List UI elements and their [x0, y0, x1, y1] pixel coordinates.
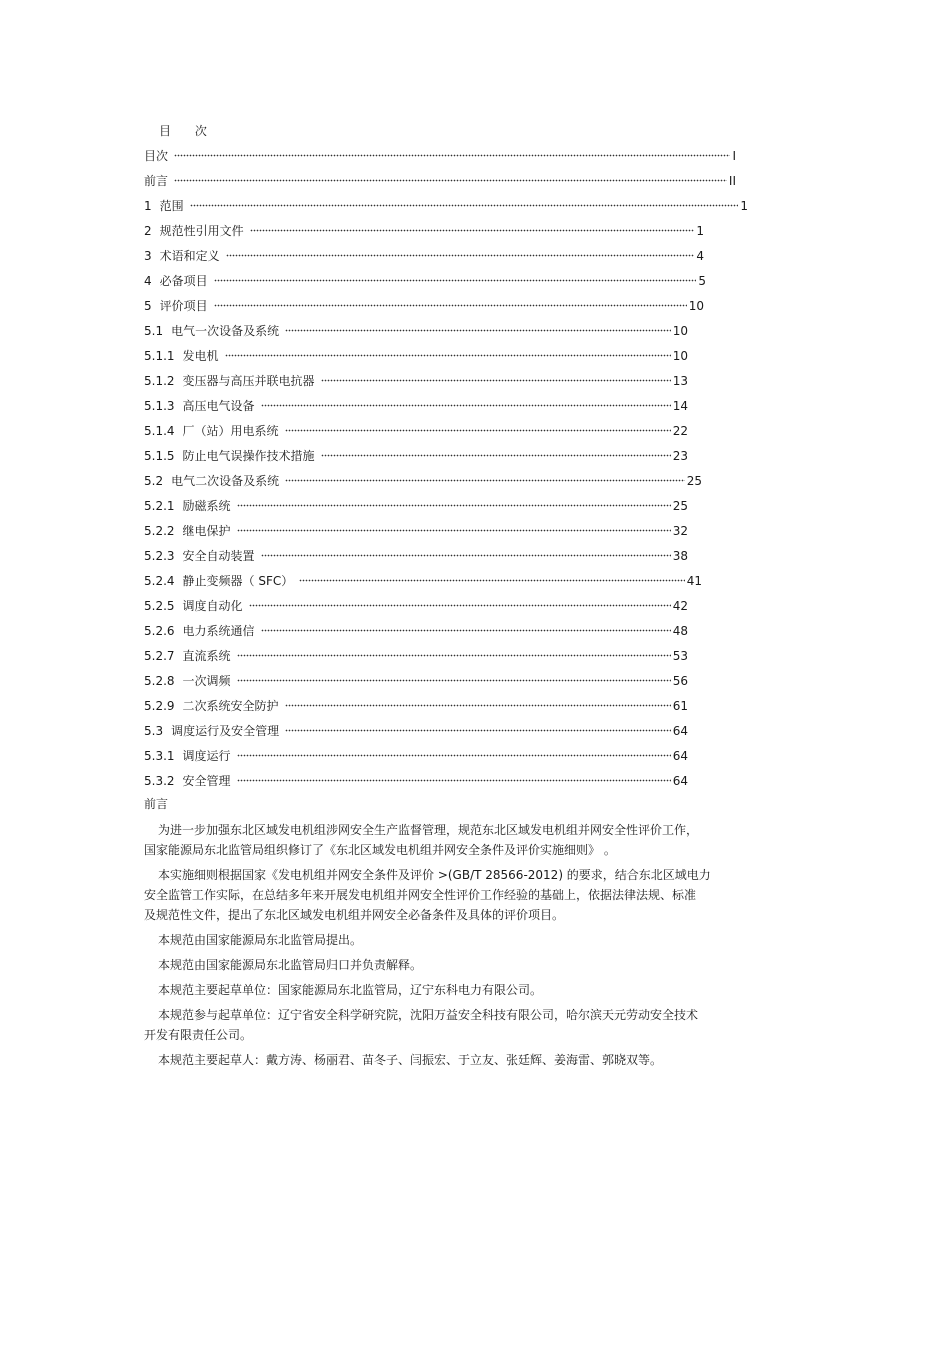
preface-paragraph	[144, 820, 804, 860]
toc-number: 5	[144, 299, 152, 313]
paragraph-line: 本规范参与起草单位：辽宁省安全科学研究院，沈阳万益安全科技有限公司，哈尔滨天元劳动安全技术	[158, 1008, 699, 1022]
toc-number: 5.2.7	[144, 649, 175, 663]
toc-page-number: 48	[672, 624, 688, 638]
preface-heading: 前言	[144, 797, 169, 811]
toc-number: 5.2.2	[144, 524, 175, 538]
toc-page-number: 22	[672, 424, 688, 438]
toc-number: 5.2.5	[144, 599, 175, 613]
toc-title: 一次调频	[182, 674, 231, 688]
toc-title: 静止变频器（ SFC）	[182, 574, 294, 588]
preface-paragraph	[144, 865, 804, 925]
toc-leader-dots	[237, 644, 671, 658]
toc-leader-dots	[214, 294, 687, 308]
toc-title: 安全管理	[182, 774, 231, 788]
toc-page-number: 25	[686, 474, 702, 488]
toc-number: 5.2.1	[144, 499, 175, 513]
toc-leader-dots	[261, 544, 671, 558]
toc-page-number: I	[732, 149, 736, 163]
toc-row[interactable]	[144, 771, 764, 796]
toc-number: 5.2.4	[144, 574, 175, 588]
toc-row[interactable]	[144, 621, 764, 646]
toc-number: 5.2.9	[144, 699, 175, 713]
toc-row[interactable]	[144, 696, 764, 721]
toc-leader-dots	[237, 494, 671, 508]
toc-page-number: 38	[672, 549, 688, 563]
toc-number: 1	[144, 199, 152, 213]
toc-page-number: 64	[672, 749, 688, 763]
toc-row[interactable]	[144, 421, 764, 446]
toc-leader-dots	[214, 269, 697, 283]
toc-number: 5.1.4	[144, 424, 175, 438]
toc-row[interactable]	[144, 571, 764, 596]
toc-leader-dots	[285, 419, 671, 433]
toc-number: 5.3.1	[144, 749, 175, 763]
toc-page-number: 1	[740, 199, 748, 213]
toc-page-number: 64	[672, 774, 688, 788]
toc-leader-dots	[190, 194, 739, 208]
toc-row[interactable]	[144, 271, 764, 296]
toc-page-number: 5	[698, 274, 706, 288]
toc-title: 厂（站）用电系统	[182, 424, 279, 438]
toc-leader-dots	[285, 469, 685, 483]
toc-title: 规范性引用文件	[159, 224, 244, 238]
toc-number: 5.1.5	[144, 449, 175, 463]
toc-page-number: 42	[672, 599, 688, 613]
paragraph-line: 本规范主要起草单位：国家能源局东北监管局，辽宁东科电力有限公司。	[158, 983, 543, 997]
toc-number: 5.1	[144, 324, 164, 338]
toc-row[interactable]	[144, 171, 764, 196]
paragraph-line: 安全监管工作实际，在总结多年来开展发电机组并网安全性评价工作经验的基础上，依据法律法规、标准	[144, 888, 697, 902]
toc-title: 直流系统	[182, 649, 231, 663]
toc-title: 目次	[144, 149, 169, 163]
toc-leader-dots	[174, 144, 730, 158]
toc-title: 电气一次设备及系统	[171, 324, 280, 338]
paragraph-line: 本实施细则根据国家《发电机组并网安全条件及评价 >(GB/T 28566-2012) 的要求，结合东北区域电力	[158, 868, 711, 882]
toc-number: 4	[144, 274, 152, 288]
paragraph-line: 国家能源局东北监管局组织修订了《东北区域发电机组并网安全条件及评价实施细则》 。	[144, 843, 616, 857]
toc-page-number: 56	[672, 674, 688, 688]
toc-row[interactable]	[144, 596, 764, 621]
toc-page-number: 23	[672, 449, 688, 463]
toc-page-number: 10	[672, 324, 688, 338]
toc-title: 电气二次设备及系统	[171, 474, 280, 488]
toc-leader-dots	[261, 394, 671, 408]
toc-leader-dots	[237, 669, 671, 683]
toc-page-number: II	[728, 174, 736, 188]
toc-row[interactable]	[144, 546, 764, 571]
toc-title: 范围	[159, 199, 184, 213]
toc-title: 安全自动装置	[182, 549, 255, 563]
toc-leader-dots	[285, 719, 671, 733]
toc-page-number: 53	[672, 649, 688, 663]
toc-page-number: 13	[672, 374, 688, 388]
toc-page-number: 10	[672, 349, 688, 363]
toc-title: 二次系统安全防护	[182, 699, 279, 713]
toc-row[interactable]	[144, 721, 764, 746]
toc-leader-dots	[299, 569, 684, 583]
toc-title: 前言	[144, 174, 169, 188]
toc-leader-dots	[225, 344, 671, 358]
toc-title: 调度运行	[182, 749, 231, 763]
toc-row[interactable]	[144, 446, 764, 471]
toc-row[interactable]	[144, 646, 764, 671]
toc-leader-dots	[174, 169, 727, 183]
toc-title: 必备项目	[159, 274, 208, 288]
paragraph-line: 本规范由国家能源局东北监管局提出。	[158, 933, 363, 947]
toc-title: 发电机	[182, 349, 219, 363]
toc-title: 变压器与高压并联电抗器	[182, 374, 315, 388]
toc-leader-dots	[237, 519, 671, 533]
toc-number: 5.1.3	[144, 399, 175, 413]
toc-row[interactable]	[144, 346, 764, 371]
toc-row[interactable]	[144, 371, 764, 396]
toc-title: 继电保护	[182, 524, 231, 538]
toc-page-number: 32	[672, 524, 688, 538]
toc-number: 5.1.2	[144, 374, 175, 388]
toc-leader-dots	[237, 744, 671, 758]
toc-page-number: 64	[672, 724, 688, 738]
toc-leader-dots	[321, 444, 671, 458]
toc-page-number: 41	[686, 574, 702, 588]
toc-leader-dots	[226, 244, 695, 258]
toc-heading: 目 次	[159, 124, 217, 138]
toc-number: 5.2.8	[144, 674, 175, 688]
toc-page-number: 25	[672, 499, 688, 513]
toc-number: 5.3	[144, 724, 164, 738]
toc-row[interactable]	[144, 671, 764, 696]
toc-row[interactable]	[144, 321, 764, 346]
paragraph-line: 及规范性文件，提出了东北区域发电机组并网安全必备条件及具体的评价项目。	[144, 908, 565, 922]
toc-title: 术语和定义	[159, 249, 220, 263]
toc-number: 5.3.2	[144, 774, 175, 788]
preface-body	[144, 820, 804, 1075]
toc-leader-dots	[285, 694, 671, 708]
toc-row[interactable]	[144, 471, 764, 496]
toc-number: 5.2	[144, 474, 164, 488]
toc-row[interactable]	[144, 221, 764, 246]
toc-leader-dots	[321, 369, 671, 383]
toc-number: 5.2.3	[144, 549, 175, 563]
toc-leader-dots	[250, 219, 695, 233]
toc-title: 高压电气设备	[182, 399, 255, 413]
toc-title: 评价项目	[159, 299, 208, 313]
paragraph-line: 为进一步加强东北区域发电机组涉网安全生产监督管理，规范东北区域发电机组并网安全性评价工作，	[158, 823, 699, 837]
paragraph-line: 开发有限责任公司。	[144, 1028, 253, 1042]
toc-number: 2	[144, 224, 152, 238]
toc-title: 调度自动化	[182, 599, 243, 613]
toc-row[interactable]	[144, 521, 764, 546]
toc-page-number: 14	[672, 399, 688, 413]
toc-row[interactable]	[144, 746, 764, 771]
toc-title: 防止电气误操作技术措施	[182, 449, 315, 463]
toc-number: 5.2.6	[144, 624, 175, 638]
toc-page-number: 4	[696, 249, 704, 263]
toc-row[interactable]	[144, 246, 764, 271]
toc-number: 5.1.1	[144, 349, 175, 363]
toc-row[interactable]	[144, 296, 764, 321]
preface-paragraph	[144, 930, 804, 950]
preface-paragraph	[144, 1050, 804, 1070]
toc-title: 电力系统通信	[182, 624, 255, 638]
toc-row[interactable]	[144, 146, 764, 171]
preface-paragraph	[144, 1005, 804, 1045]
toc-row[interactable]	[144, 496, 764, 521]
preface-paragraph	[144, 980, 804, 1000]
toc-page-number: 1	[696, 224, 704, 238]
toc-leader-dots	[237, 769, 671, 783]
paragraph-line: 本规范由国家能源局东北监管局归口并负责解释。	[158, 958, 423, 972]
toc-page-number: 61	[672, 699, 688, 713]
toc-leader-dots	[249, 594, 671, 608]
preface-paragraph	[144, 955, 804, 975]
toc-row[interactable]	[144, 196, 764, 221]
table-of-contents	[144, 146, 764, 796]
toc-page-number: 10	[688, 299, 704, 313]
toc-row[interactable]	[144, 396, 764, 421]
toc-title: 调度运行及安全管理	[171, 724, 280, 738]
toc-title: 励磁系统	[182, 499, 231, 513]
toc-leader-dots	[261, 619, 671, 633]
toc-leader-dots	[285, 319, 671, 333]
paragraph-line: 本规范主要起草人：戴方涛、杨丽君、苗冬子、闫振宏、于立友、张廷辉、姜海雷、郭晓双等。	[158, 1053, 663, 1067]
toc-number: 3	[144, 249, 152, 263]
